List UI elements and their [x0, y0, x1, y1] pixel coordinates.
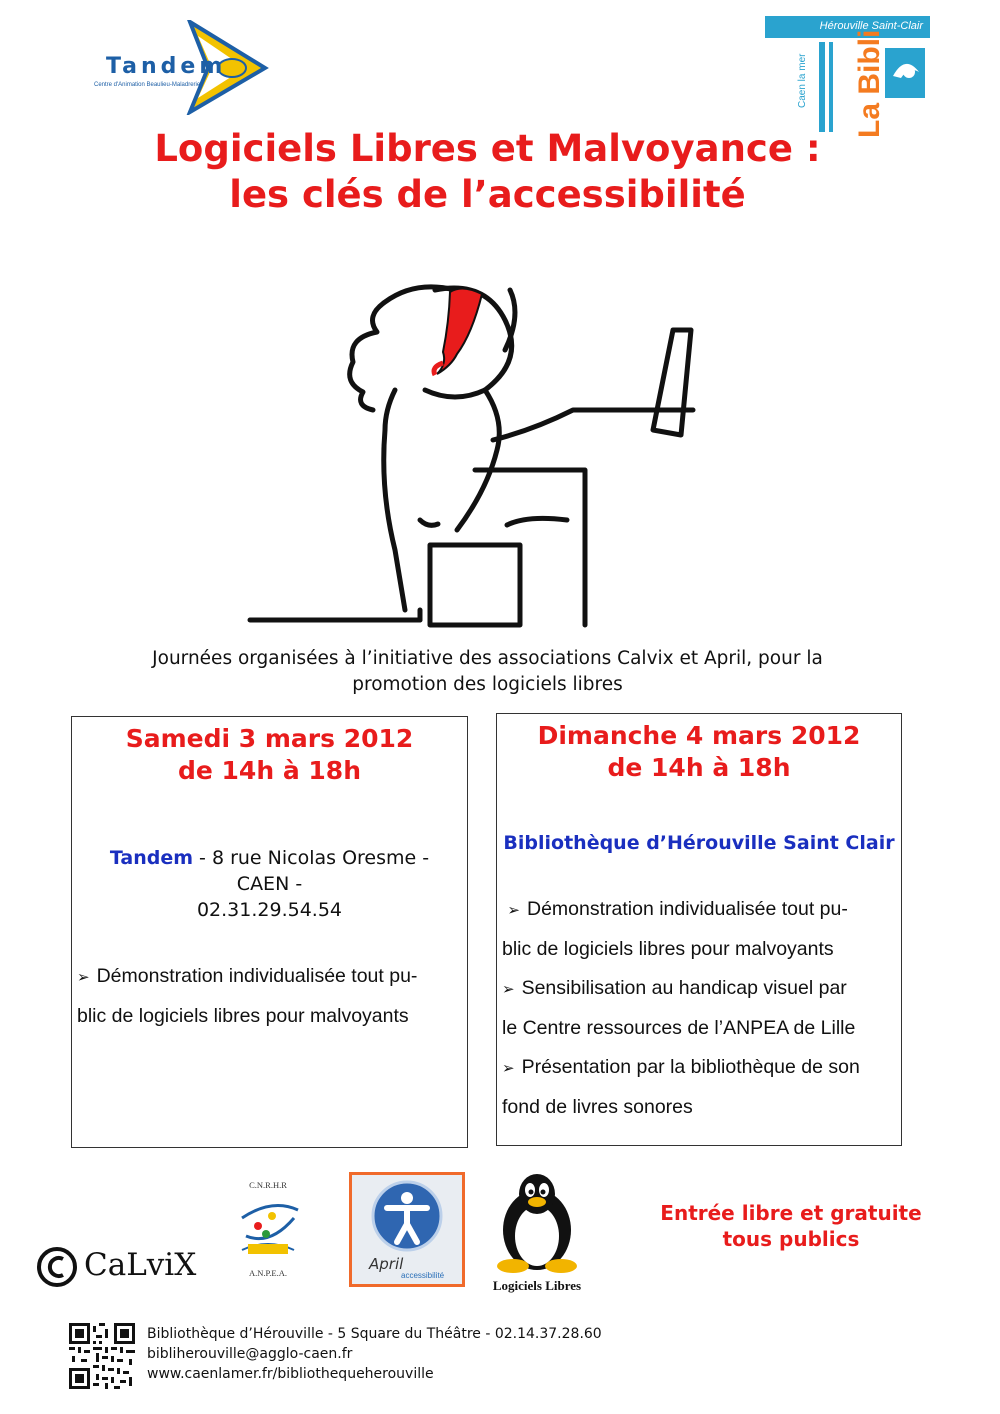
sunday-bullets: [502, 890, 901, 1127]
saturday-date: Samedi 3 mars 2012: [125, 724, 414, 753]
sunday-venue-name: Bibliothèque d’Hérouville Saint Clair: [503, 832, 895, 854]
tandem-logo-subtitle: Centre d'Animation Beaulieu-Maladrerie: [94, 82, 201, 88]
bullet-line: blic de logiciels libres pour malvoyants: [502, 938, 834, 960]
saturday-venue-city: CAEN -: [236, 873, 303, 895]
footer-email[interactable]: bibliherouville@agglo-caen.fr: [147, 1346, 353, 1362]
bullet-line: fond de livres sonores: [502, 1096, 693, 1118]
entry-line-1: Entrée libre et gratuite: [660, 1201, 922, 1225]
intro-line-1: Journées organisées à l’initiative des associations Calvix et April, pour la: [152, 648, 823, 669]
april-subtitle: accessibilité: [401, 1271, 445, 1280]
saturday-bullets: [77, 957, 467, 1036]
footer-website[interactable]: www.caenlamer.fr/bibliothequeherouville: [147, 1366, 434, 1382]
caen-la-mer-label: Caen la mer: [797, 53, 808, 108]
calvix-name: CaLviX: [84, 1247, 197, 1283]
sunday-bullet-2: [502, 969, 901, 1048]
anpea-logo: [232, 1178, 304, 1282]
arrow-bullet-icon: ➢: [77, 969, 90, 986]
bullet-line: Présentation par la bibliothèque de son: [521, 1056, 860, 1078]
sunday-bullet-1: [502, 890, 901, 969]
arrow-bullet-icon: ➢: [507, 902, 520, 919]
bullet-line: Démonstration individualisée tout pu-: [96, 965, 418, 987]
sunday-venue: [497, 830, 901, 856]
footer-contact: [147, 1324, 602, 1384]
april-accessibilite-logo: [349, 1172, 465, 1287]
saturday-venue-name: Tandem: [109, 847, 194, 869]
la-bibli-logo: [765, 16, 930, 141]
bullet-line: le Centre ressources de l’ANPEA de Lille: [502, 1017, 856, 1039]
intro-line-2: promotion des logiciels libres: [352, 674, 623, 695]
bullet-line: blic de logiciels libres pour malvoyants: [77, 1005, 409, 1027]
qr-code: [69, 1323, 135, 1389]
calvix-logo: [36, 1245, 208, 1289]
arrow-bullet-icon: ➢: [502, 981, 515, 998]
arrow-bullet-icon: ➢: [502, 1060, 515, 1077]
illustration-person-at-computer: [245, 270, 705, 635]
saturday-venue-address: - 8 rue Nicolas Oresme -: [193, 847, 430, 869]
free-entry-notice: [655, 1200, 927, 1252]
entry-line-2: tous publics: [722, 1227, 860, 1251]
title-line-1: Logiciels Libres et Malvoyance :: [154, 127, 821, 170]
saturday-event-box: [71, 716, 468, 1148]
la-bibli-name: La Bibli: [853, 29, 886, 138]
bibli-city: Hérouville Saint-Clair: [819, 20, 923, 32]
saturday-venue: [72, 845, 467, 923]
tux-penguin-logo: [485, 1170, 589, 1295]
footer-address: Bibliothèque d’Hérouville - 5 Square du Théâtre - 02.14.37.28.60: [147, 1326, 602, 1342]
saturday-venue-phone: 02.31.29.54.54: [196, 899, 343, 921]
page-title: [0, 126, 975, 218]
sunday-date: Dimanche 4 mars 2012: [537, 721, 861, 750]
intro-text: [100, 646, 875, 698]
sunday-event-box: [496, 713, 902, 1146]
sunday-heading: [497, 720, 901, 784]
saturday-heading: [72, 723, 467, 787]
title-line-2: les clés de l’accessibilité: [229, 173, 746, 216]
saturday-bullet-1: [77, 957, 467, 1036]
tandem-logo: [90, 20, 270, 115]
tux-caption: Logiciels Libres: [492, 1278, 582, 1293]
anpea-top-label: C.N.R.H.R: [249, 1180, 287, 1190]
saturday-hours: de 14h à 18h: [177, 756, 361, 785]
sunday-hours: de 14h à 18h: [607, 753, 791, 782]
april-name: April: [369, 1255, 404, 1273]
tandem-logo-name: Tandem: [106, 54, 227, 79]
bullet-line: Démonstration individualisée tout pu-: [527, 898, 848, 920]
bullet-line: Sensibilisation au handicap visuel par: [521, 977, 847, 999]
anpea-bottom-label: A.N.P.E.A.: [248, 1268, 288, 1278]
sunday-bullet-3: [502, 1048, 901, 1127]
